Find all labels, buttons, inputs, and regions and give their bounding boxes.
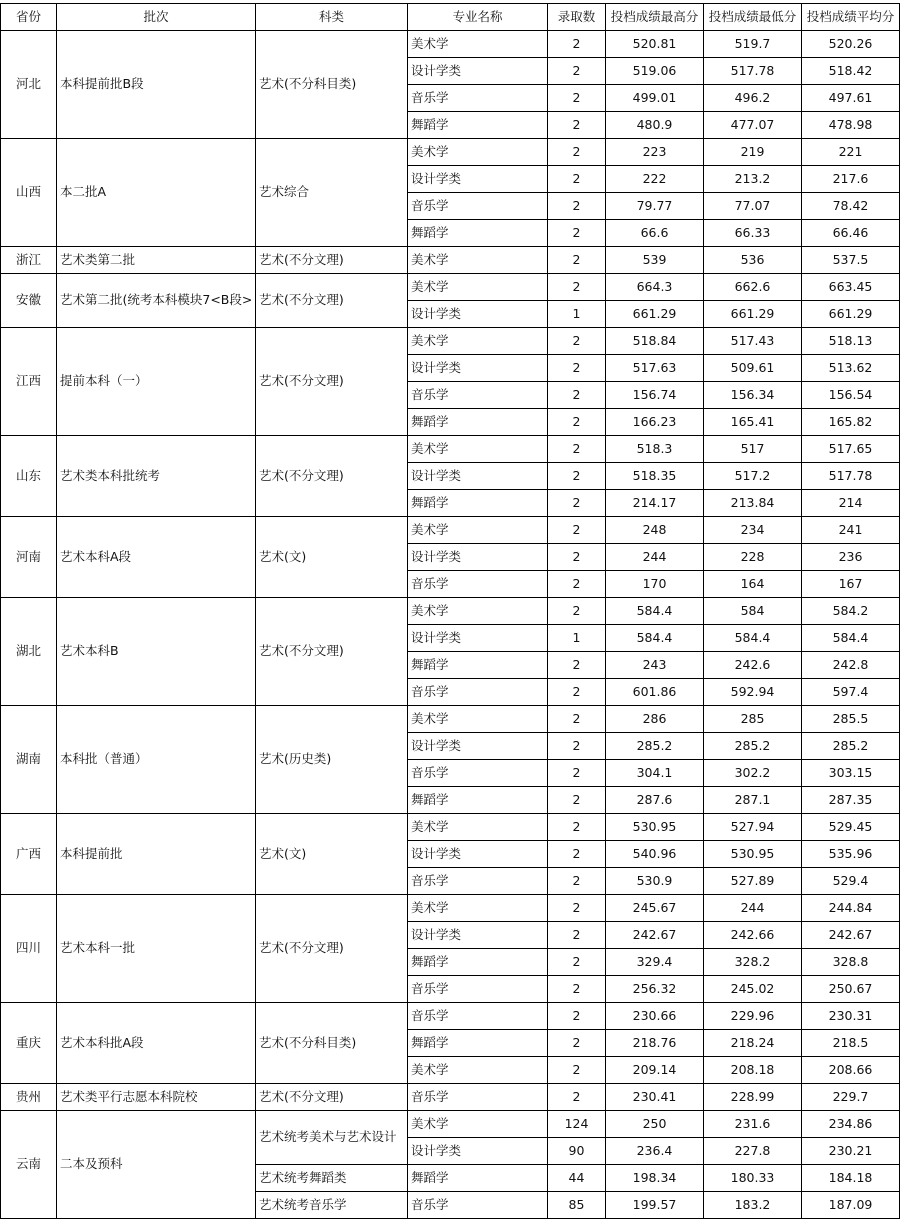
avg-score-cell: 584.4 <box>802 625 900 652</box>
avg-score-cell: 156.54 <box>802 382 900 409</box>
table-row <box>1 328 900 355</box>
subject-category-cell: 艺术(不分文理) <box>256 274 408 328</box>
min-score-cell: 536 <box>704 247 802 274</box>
admitted-count-cell: 2 <box>548 1084 606 1111</box>
avg-score-cell: 229.7 <box>802 1084 900 1111</box>
major-name-cell: 美术学 <box>408 706 548 733</box>
min-score-cell: 156.34 <box>704 382 802 409</box>
admitted-count-cell: 2 <box>548 976 606 1003</box>
admitted-count-cell: 2 <box>548 544 606 571</box>
min-score-cell: 662.6 <box>704 274 802 301</box>
table-header-row <box>1 4 900 31</box>
admitted-count-cell: 2 <box>548 274 606 301</box>
admitted-count-cell: 1 <box>548 625 606 652</box>
min-score-cell: 527.89 <box>704 868 802 895</box>
admitted-count-cell: 2 <box>548 679 606 706</box>
avg-score-cell: 663.45 <box>802 274 900 301</box>
subject-category-cell: 艺术统考美术与艺术设计 <box>256 1111 408 1165</box>
max-score-cell: 499.01 <box>606 85 704 112</box>
major-name-cell: 舞蹈学 <box>408 949 548 976</box>
batch-cell: 二本及预科 <box>57 1111 256 1219</box>
major-name-cell: 美术学 <box>408 517 548 544</box>
admitted-count-cell: 2 <box>548 85 606 112</box>
max-score-cell: 518.84 <box>606 328 704 355</box>
max-score-cell: 242.67 <box>606 922 704 949</box>
province-cell: 山西 <box>1 139 57 247</box>
subject-category-cell: 艺术(不分文理) <box>256 598 408 706</box>
min-score-cell: 244 <box>704 895 802 922</box>
avg-score-cell: 218.5 <box>802 1030 900 1057</box>
major-name-cell: 音乐学 <box>408 1192 548 1219</box>
max-score-cell: 230.41 <box>606 1084 704 1111</box>
min-score-cell: 584 <box>704 598 802 625</box>
max-score-cell: 520.81 <box>606 31 704 58</box>
header-min-score: 投档成绩最低分 <box>704 4 802 31</box>
admitted-count-cell: 2 <box>548 1003 606 1030</box>
min-score-cell: 231.6 <box>704 1111 802 1138</box>
subject-category-cell: 艺术(不分文理) <box>256 1084 408 1111</box>
max-score-cell: 248 <box>606 517 704 544</box>
min-score-cell: 234 <box>704 517 802 544</box>
admitted-count-cell: 44 <box>548 1165 606 1192</box>
avg-score-cell: 242.67 <box>802 922 900 949</box>
admitted-count-cell: 2 <box>548 112 606 139</box>
admitted-count-cell: 2 <box>548 517 606 544</box>
min-score-cell: 208.18 <box>704 1057 802 1084</box>
major-name-cell: 美术学 <box>408 895 548 922</box>
subject-category-cell: 艺术(不分科目类) <box>256 1003 408 1084</box>
header-max-score: 投档成绩最高分 <box>606 4 704 31</box>
avg-score-cell: 236 <box>802 544 900 571</box>
major-name-cell: 美术学 <box>408 598 548 625</box>
max-score-cell: 79.77 <box>606 193 704 220</box>
avg-score-cell: 214 <box>802 490 900 517</box>
major-name-cell: 舞蹈学 <box>408 787 548 814</box>
min-score-cell: 519.7 <box>704 31 802 58</box>
max-score-cell: 530.95 <box>606 814 704 841</box>
avg-score-cell: 221 <box>802 139 900 166</box>
major-name-cell: 设计学类 <box>408 166 548 193</box>
avg-score-cell: 520.26 <box>802 31 900 58</box>
avg-score-cell: 241 <box>802 517 900 544</box>
max-score-cell: 584.4 <box>606 598 704 625</box>
avg-score-cell: 518.13 <box>802 328 900 355</box>
max-score-cell: 230.66 <box>606 1003 704 1030</box>
major-name-cell: 舞蹈学 <box>408 652 548 679</box>
major-name-cell: 舞蹈学 <box>408 1030 548 1057</box>
avg-score-cell: 217.6 <box>802 166 900 193</box>
min-score-cell: 496.2 <box>704 85 802 112</box>
min-score-cell: 530.95 <box>704 841 802 868</box>
major-name-cell: 音乐学 <box>408 1084 548 1111</box>
max-score-cell: 170 <box>606 571 704 598</box>
province-cell: 河南 <box>1 517 57 598</box>
major-name-cell: 设计学类 <box>408 355 548 382</box>
avg-score-cell: 78.42 <box>802 193 900 220</box>
min-score-cell: 328.2 <box>704 949 802 976</box>
admitted-count-cell: 2 <box>548 706 606 733</box>
province-cell: 云南 <box>1 1111 57 1219</box>
max-score-cell: 198.34 <box>606 1165 704 1192</box>
batch-cell: 本二批A <box>57 139 256 247</box>
batch-cell: 本科提前批 <box>57 814 256 895</box>
admitted-count-cell: 2 <box>548 652 606 679</box>
max-score-cell: 518.3 <box>606 436 704 463</box>
max-score-cell: 214.17 <box>606 490 704 517</box>
header-province: 省份 <box>1 4 57 31</box>
min-score-cell: 592.94 <box>704 679 802 706</box>
admitted-count-cell: 85 <box>548 1192 606 1219</box>
max-score-cell: 519.06 <box>606 58 704 85</box>
major-name-cell: 美术学 <box>408 274 548 301</box>
avg-score-cell: 184.18 <box>802 1165 900 1192</box>
batch-cell: 提前本科（一） <box>57 328 256 436</box>
admitted-count-cell: 2 <box>548 598 606 625</box>
max-score-cell: 223 <box>606 139 704 166</box>
table-row <box>1 1111 900 1138</box>
min-score-cell: 164 <box>704 571 802 598</box>
min-score-cell: 219 <box>704 139 802 166</box>
admitted-count-cell: 1 <box>548 301 606 328</box>
admitted-count-cell: 2 <box>548 571 606 598</box>
min-score-cell: 285.2 <box>704 733 802 760</box>
admitted-count-cell: 2 <box>548 895 606 922</box>
major-name-cell: 音乐学 <box>408 868 548 895</box>
admitted-count-cell: 2 <box>548 814 606 841</box>
admitted-count-cell: 2 <box>548 1030 606 1057</box>
min-score-cell: 66.33 <box>704 220 802 247</box>
batch-cell: 艺术类第二批 <box>57 247 256 274</box>
avg-score-cell: 187.09 <box>802 1192 900 1219</box>
batch-cell: 艺术类本科批统考 <box>57 436 256 517</box>
admitted-count-cell: 2 <box>548 787 606 814</box>
min-score-cell: 242.66 <box>704 922 802 949</box>
admitted-count-cell: 2 <box>548 841 606 868</box>
batch-cell: 艺术本科批A段 <box>57 1003 256 1084</box>
min-score-cell: 229.96 <box>704 1003 802 1030</box>
avg-score-cell: 250.67 <box>802 976 900 1003</box>
avg-score-cell: 303.15 <box>802 760 900 787</box>
avg-score-cell: 230.31 <box>802 1003 900 1030</box>
max-score-cell: 66.6 <box>606 220 704 247</box>
province-cell: 安徽 <box>1 274 57 328</box>
major-name-cell: 设计学类 <box>408 733 548 760</box>
admitted-count-cell: 2 <box>548 436 606 463</box>
admitted-count-cell: 2 <box>548 382 606 409</box>
major-name-cell: 舞蹈学 <box>408 409 548 436</box>
header-admitted-count: 录取数 <box>548 4 606 31</box>
major-name-cell: 美术学 <box>408 31 548 58</box>
header-major-name: 专业名称 <box>408 4 548 31</box>
min-score-cell: 477.07 <box>704 112 802 139</box>
table-row <box>1 895 900 922</box>
major-name-cell: 音乐学 <box>408 382 548 409</box>
min-score-cell: 509.61 <box>704 355 802 382</box>
province-cell: 湖北 <box>1 598 57 706</box>
table-row <box>1 139 900 166</box>
major-name-cell: 音乐学 <box>408 976 548 1003</box>
admitted-count-cell: 2 <box>548 490 606 517</box>
avg-score-cell: 328.8 <box>802 949 900 976</box>
major-name-cell: 设计学类 <box>408 544 548 571</box>
max-score-cell: 517.63 <box>606 355 704 382</box>
table-row <box>1 814 900 841</box>
batch-cell: 艺术本科A段 <box>57 517 256 598</box>
table-row <box>1 1003 900 1030</box>
avg-score-cell: 537.5 <box>802 247 900 274</box>
max-score-cell: 287.6 <box>606 787 704 814</box>
admitted-count-cell: 2 <box>548 409 606 436</box>
major-name-cell: 音乐学 <box>408 85 548 112</box>
major-name-cell: 设计学类 <box>408 841 548 868</box>
major-name-cell: 舞蹈学 <box>408 1165 548 1192</box>
table-row <box>1 706 900 733</box>
admitted-count-cell: 2 <box>548 760 606 787</box>
max-score-cell: 540.96 <box>606 841 704 868</box>
max-score-cell: 245.67 <box>606 895 704 922</box>
max-score-cell: 250 <box>606 1111 704 1138</box>
major-name-cell: 美术学 <box>408 247 548 274</box>
avg-score-cell: 517.65 <box>802 436 900 463</box>
max-score-cell: 199.57 <box>606 1192 704 1219</box>
admitted-count-cell: 2 <box>548 31 606 58</box>
avg-score-cell: 285.5 <box>802 706 900 733</box>
major-name-cell: 音乐学 <box>408 760 548 787</box>
max-score-cell: 518.35 <box>606 463 704 490</box>
avg-score-cell: 478.98 <box>802 112 900 139</box>
max-score-cell: 584.4 <box>606 625 704 652</box>
min-score-cell: 183.2 <box>704 1192 802 1219</box>
max-score-cell: 661.29 <box>606 301 704 328</box>
batch-cell: 艺术本科B <box>57 598 256 706</box>
major-name-cell: 美术学 <box>408 1111 548 1138</box>
avg-score-cell: 529.4 <box>802 868 900 895</box>
min-score-cell: 180.33 <box>704 1165 802 1192</box>
province-cell: 广西 <box>1 814 57 895</box>
min-score-cell: 213.84 <box>704 490 802 517</box>
major-name-cell: 设计学类 <box>408 58 548 85</box>
subject-category-cell: 艺术(不分科目类) <box>256 31 408 139</box>
avg-score-cell: 517.78 <box>802 463 900 490</box>
province-cell: 江西 <box>1 328 57 436</box>
min-score-cell: 517.78 <box>704 58 802 85</box>
min-score-cell: 245.02 <box>704 976 802 1003</box>
max-score-cell: 304.1 <box>606 760 704 787</box>
avg-score-cell: 597.4 <box>802 679 900 706</box>
major-name-cell: 舞蹈学 <box>408 220 548 247</box>
min-score-cell: 228.99 <box>704 1084 802 1111</box>
admitted-count-cell: 2 <box>548 733 606 760</box>
avg-score-cell: 242.8 <box>802 652 900 679</box>
major-name-cell: 舞蹈学 <box>408 112 548 139</box>
admitted-count-cell: 2 <box>548 139 606 166</box>
table-row <box>1 436 900 463</box>
max-score-cell: 329.4 <box>606 949 704 976</box>
avg-score-cell: 535.96 <box>802 841 900 868</box>
subject-category-cell: 艺术(不分文理) <box>256 247 408 274</box>
subject-category-cell: 艺术(文) <box>256 814 408 895</box>
province-cell: 贵州 <box>1 1084 57 1111</box>
batch-cell: 本科提前批B段 <box>57 31 256 139</box>
major-name-cell: 美术学 <box>408 328 548 355</box>
batch-cell: 艺术本科一批 <box>57 895 256 1003</box>
province-cell: 浙江 <box>1 247 57 274</box>
admitted-count-cell: 2 <box>548 949 606 976</box>
max-score-cell: 286 <box>606 706 704 733</box>
max-score-cell: 539 <box>606 247 704 274</box>
avg-score-cell: 167 <box>802 571 900 598</box>
max-score-cell: 244 <box>606 544 704 571</box>
min-score-cell: 285 <box>704 706 802 733</box>
subject-category-cell: 艺术统考音乐学 <box>256 1192 408 1219</box>
max-score-cell: 166.23 <box>606 409 704 436</box>
avg-score-cell: 287.35 <box>802 787 900 814</box>
major-name-cell: 设计学类 <box>408 922 548 949</box>
header-subject-category: 科类 <box>256 4 408 31</box>
admitted-count-cell: 124 <box>548 1111 606 1138</box>
subject-category-cell: 艺术统考舞蹈类 <box>256 1165 408 1192</box>
province-cell: 河北 <box>1 31 57 139</box>
admitted-count-cell: 2 <box>548 868 606 895</box>
header-avg-score: 投档成绩平均分 <box>802 4 900 31</box>
table-row <box>1 31 900 58</box>
min-score-cell: 227.8 <box>704 1138 802 1165</box>
batch-cell: 艺术类平行志愿本科院校 <box>57 1084 256 1111</box>
major-name-cell: 设计学类 <box>408 625 548 652</box>
major-name-cell: 美术学 <box>408 814 548 841</box>
admitted-count-cell: 2 <box>548 463 606 490</box>
avg-score-cell: 66.46 <box>802 220 900 247</box>
subject-category-cell: 艺术(不分文理) <box>256 328 408 436</box>
subject-category-cell: 艺术(不分文理) <box>256 895 408 1003</box>
min-score-cell: 661.29 <box>704 301 802 328</box>
admitted-count-cell: 2 <box>548 58 606 85</box>
admitted-count-cell: 2 <box>548 922 606 949</box>
table-row <box>1 517 900 544</box>
subject-category-cell: 艺术综合 <box>256 139 408 247</box>
table-row <box>1 247 900 274</box>
avg-score-cell: 513.62 <box>802 355 900 382</box>
min-score-cell: 517.2 <box>704 463 802 490</box>
max-score-cell: 243 <box>606 652 704 679</box>
avg-score-cell: 529.45 <box>802 814 900 841</box>
admitted-count-cell: 2 <box>548 166 606 193</box>
min-score-cell: 77.07 <box>704 193 802 220</box>
min-score-cell: 302.2 <box>704 760 802 787</box>
max-score-cell: 236.4 <box>606 1138 704 1165</box>
admitted-count-cell: 2 <box>548 355 606 382</box>
admitted-count-cell: 2 <box>548 328 606 355</box>
table-body <box>1 31 900 1219</box>
avg-score-cell: 661.29 <box>802 301 900 328</box>
major-name-cell: 音乐学 <box>408 571 548 598</box>
min-score-cell: 287.1 <box>704 787 802 814</box>
max-score-cell: 156.74 <box>606 382 704 409</box>
major-name-cell: 音乐学 <box>408 193 548 220</box>
avg-score-cell: 584.2 <box>802 598 900 625</box>
table-row <box>1 1084 900 1111</box>
avg-score-cell: 244.84 <box>802 895 900 922</box>
province-cell: 湖南 <box>1 706 57 814</box>
min-score-cell: 228 <box>704 544 802 571</box>
max-score-cell: 218.76 <box>606 1030 704 1057</box>
header-batch: 批次 <box>57 4 256 31</box>
subject-category-cell: 艺术(不分文理) <box>256 436 408 517</box>
max-score-cell: 256.32 <box>606 976 704 1003</box>
major-name-cell: 美术学 <box>408 436 548 463</box>
max-score-cell: 209.14 <box>606 1057 704 1084</box>
major-name-cell: 设计学类 <box>408 301 548 328</box>
table-row <box>1 274 900 301</box>
min-score-cell: 213.2 <box>704 166 802 193</box>
province-cell: 山东 <box>1 436 57 517</box>
min-score-cell: 218.24 <box>704 1030 802 1057</box>
province-cell: 四川 <box>1 895 57 1003</box>
avg-score-cell: 234.86 <box>802 1111 900 1138</box>
admitted-count-cell: 90 <box>548 1138 606 1165</box>
max-score-cell: 664.3 <box>606 274 704 301</box>
admitted-count-cell: 2 <box>548 1057 606 1084</box>
max-score-cell: 285.2 <box>606 733 704 760</box>
major-name-cell: 美术学 <box>408 1057 548 1084</box>
max-score-cell: 222 <box>606 166 704 193</box>
major-name-cell: 音乐学 <box>408 1003 548 1030</box>
major-name-cell: 舞蹈学 <box>408 490 548 517</box>
major-name-cell: 设计学类 <box>408 463 548 490</box>
major-name-cell: 音乐学 <box>408 679 548 706</box>
province-cell: 重庆 <box>1 1003 57 1084</box>
avg-score-cell: 497.61 <box>802 85 900 112</box>
admitted-count-cell: 2 <box>548 220 606 247</box>
min-score-cell: 242.6 <box>704 652 802 679</box>
batch-cell: 本科批（普通） <box>57 706 256 814</box>
major-name-cell: 美术学 <box>408 139 548 166</box>
subject-category-cell: 艺术(历史类) <box>256 706 408 814</box>
min-score-cell: 517.43 <box>704 328 802 355</box>
table-row <box>1 598 900 625</box>
min-score-cell: 584.4 <box>704 625 802 652</box>
min-score-cell: 517 <box>704 436 802 463</box>
major-name-cell: 设计学类 <box>408 1138 548 1165</box>
avg-score-cell: 285.2 <box>802 733 900 760</box>
min-score-cell: 165.41 <box>704 409 802 436</box>
avg-score-cell: 208.66 <box>802 1057 900 1084</box>
avg-score-cell: 165.82 <box>802 409 900 436</box>
max-score-cell: 480.9 <box>606 112 704 139</box>
max-score-cell: 530.9 <box>606 868 704 895</box>
avg-score-cell: 518.42 <box>802 58 900 85</box>
avg-score-cell: 230.21 <box>802 1138 900 1165</box>
admitted-count-cell: 2 <box>548 247 606 274</box>
max-score-cell: 601.86 <box>606 679 704 706</box>
min-score-cell: 527.94 <box>704 814 802 841</box>
batch-cell: 艺术第二批(统考本科模块7<B段> <box>57 274 256 328</box>
subject-category-cell: 艺术(文) <box>256 517 408 598</box>
admission-scores-table <box>0 3 900 1219</box>
admitted-count-cell: 2 <box>548 193 606 220</box>
